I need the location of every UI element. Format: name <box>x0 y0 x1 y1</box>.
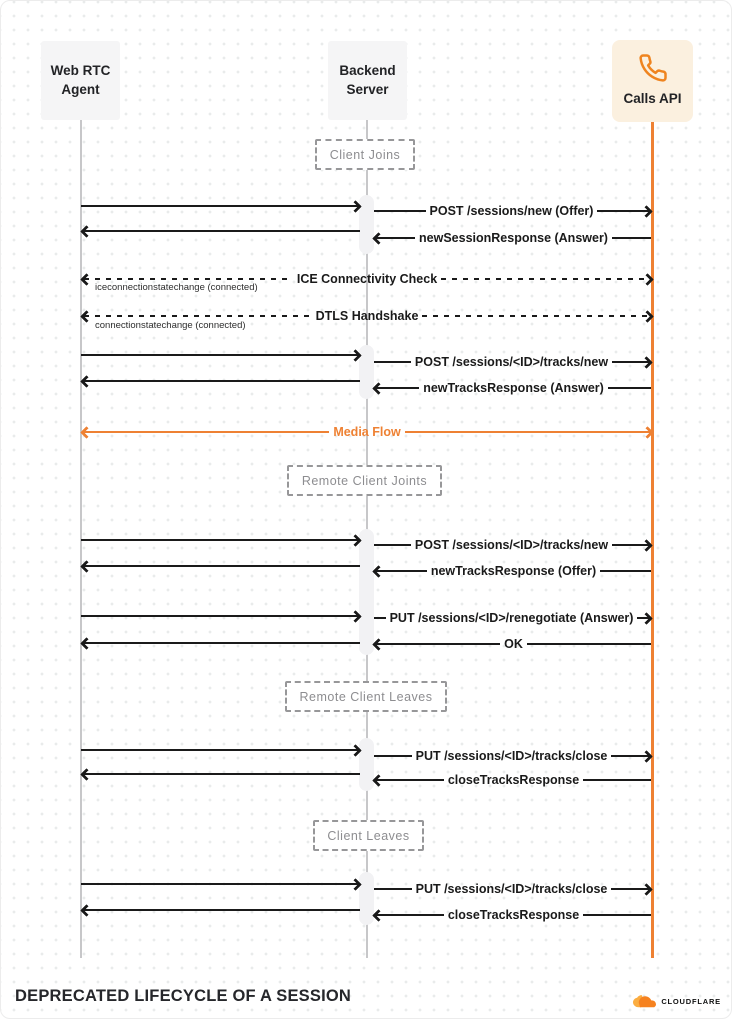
arrowhead-left-icon <box>372 774 385 787</box>
activation-bar <box>359 195 374 254</box>
arrowhead-left-icon <box>80 904 93 917</box>
arrow-callsapi-to-backend <box>374 907 651 923</box>
arrowhead-right-icon <box>349 610 362 623</box>
actor-web-rtc-agent <box>41 41 120 120</box>
diagram-title: DEPRECATED LIFECYCLE OF A SESSION <box>15 987 352 1005</box>
arrow-backend-to-callsapi <box>374 881 651 897</box>
actor-label: Web RTC Agent <box>50 63 111 97</box>
arrow-backend-to-webrtc <box>82 558 360 574</box>
phase-client-joins <box>315 139 415 170</box>
message-label: POST /sessions/new (Offer) <box>429 204 594 218</box>
arrow-backend-to-webrtc <box>82 635 360 651</box>
arrow-webrtc-to-backend <box>81 876 360 892</box>
activation-bar <box>359 345 374 399</box>
arrow-backend-to-webrtc <box>82 766 360 782</box>
arrow-backend-to-callsapi <box>374 610 651 626</box>
arrowhead-left-icon <box>80 637 93 650</box>
actor-backend-server <box>328 41 407 120</box>
message-label: PUT /sessions/<ID>/tracks/close <box>415 882 608 896</box>
message-label: newSessionResponse (Answer) <box>419 231 608 245</box>
arrow-backend-to-webrtc <box>82 902 360 918</box>
arrowhead-right-icon <box>349 878 362 891</box>
phase-label: Client Leaves <box>327 828 410 843</box>
message-label: Media Flow <box>333 425 401 439</box>
arrow-callsapi-to-backend <box>374 772 651 788</box>
message-label: DTLS Handshake <box>315 309 419 323</box>
arrow-callsapi-to-backend <box>374 380 651 396</box>
message-label: PUT /sessions/<ID>/tracks/close <box>415 749 608 763</box>
arrow-webrtc-to-backend <box>81 742 360 758</box>
phase-label: Remote Client Joints <box>301 473 428 488</box>
arrowhead-right-icon <box>640 883 653 896</box>
actor-calls-api <box>612 40 693 122</box>
arrowhead-left-icon <box>80 426 93 439</box>
phase-label: Remote Client Leaves <box>299 689 433 704</box>
arrowhead-right-icon <box>349 534 362 547</box>
arrowhead-left-icon <box>372 909 385 922</box>
phone-icon <box>638 53 668 83</box>
arrow-backend-to-callsapi <box>374 537 651 553</box>
arrow-backend-to-webrtc <box>82 223 360 239</box>
arrow-webrtc-to-backend <box>81 198 360 214</box>
arrowhead-left-icon <box>80 225 93 238</box>
arrowhead-right-icon <box>640 539 653 552</box>
activation-bar <box>359 738 374 791</box>
arrowhead-left-icon <box>372 382 385 395</box>
actor-label: Calls API <box>623 91 682 107</box>
arrowhead-right-icon <box>640 750 653 763</box>
brand-name: CLOUDFLARE <box>661 996 721 1006</box>
phase-remote-client-leaves <box>285 681 447 712</box>
arrowhead-right-icon <box>349 349 362 362</box>
arrowhead-right-icon <box>640 356 653 369</box>
arrowhead-left-icon <box>372 638 385 651</box>
arrow-webrtc-to-backend <box>81 532 360 548</box>
message-label: OK <box>504 637 523 651</box>
arrow-backend-to-callsapi <box>374 203 651 219</box>
cloudflare-cloud-icon <box>631 994 658 1008</box>
phase-label: Client Joins <box>329 147 401 162</box>
activation-bar <box>359 872 374 925</box>
lifeline-calls-api <box>651 122 654 958</box>
activation-bar <box>359 529 374 655</box>
cloudflare-logo <box>631 994 721 1008</box>
arrow-media-flow <box>82 424 652 440</box>
arrowhead-left-icon <box>80 560 93 573</box>
event-note: iceconnectionstatechange (connected) <box>95 282 258 293</box>
arrow-webrtc-to-backend <box>81 608 360 624</box>
arrowhead-left-icon <box>80 273 93 286</box>
arrow-callsapi-to-backend <box>374 563 651 579</box>
phase-remote-client-joints <box>287 465 442 496</box>
arrowhead-left-icon <box>372 232 385 245</box>
message-label: POST /sessions/<ID>/tracks/new <box>414 538 609 552</box>
arrow-backend-to-webrtc <box>82 373 360 389</box>
arrowhead-right-icon <box>641 310 654 323</box>
message-label: closeTracksResponse <box>447 908 580 922</box>
message-label: closeTracksResponse <box>447 773 580 787</box>
arrow-backend-to-callsapi <box>374 354 651 370</box>
message-label: newTracksResponse (Answer) <box>423 381 604 395</box>
arrow-callsapi-to-backend <box>374 636 651 652</box>
arrowhead-right-icon <box>641 273 654 286</box>
arrowhead-right-icon <box>349 200 362 213</box>
arrow-backend-to-callsapi <box>374 748 651 764</box>
message-label: ICE Connectivity Check <box>296 272 438 286</box>
arrow-callsapi-to-backend <box>374 230 651 246</box>
arrow-webrtc-to-backend <box>81 347 360 363</box>
arrowhead-left-icon <box>80 768 93 781</box>
arrowhead-left-icon <box>80 310 93 323</box>
arrow-line <box>81 205 358 207</box>
arrowhead-left-icon <box>80 375 93 388</box>
arrowhead-right-icon <box>349 744 362 757</box>
arrowhead-right-icon <box>641 426 654 439</box>
actor-label: Backend Server <box>339 63 396 97</box>
event-note: connectionstatechange (connected) <box>95 320 246 331</box>
phase-client-leaves <box>313 820 424 851</box>
message-label: PUT /sessions/<ID>/renegotiate (Answer) <box>389 611 634 625</box>
message-label: newTracksResponse (Offer) <box>430 564 597 578</box>
arrowhead-left-icon <box>372 565 385 578</box>
arrowhead-right-icon <box>640 612 653 625</box>
message-label: POST /sessions/<ID>/tracks/new <box>414 355 609 369</box>
arrowhead-right-icon <box>640 205 653 218</box>
